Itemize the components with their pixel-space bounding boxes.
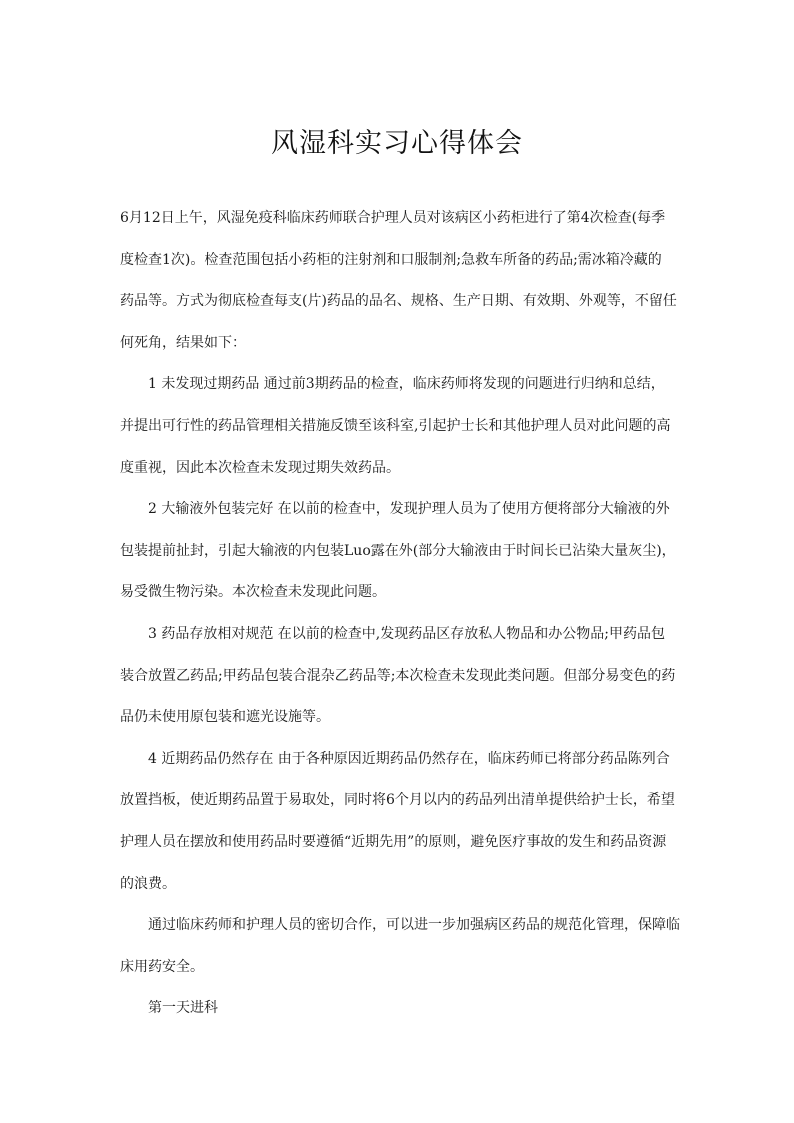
paragraph-section-heading bbox=[120, 988, 680, 1030]
text-line: 床用药安全。 bbox=[120, 958, 204, 975]
paragraph-item-3 bbox=[120, 614, 680, 739]
paragraph-conclusion bbox=[120, 905, 680, 988]
text-line: 度重视，因此本次检查未发现过期失效药品。 bbox=[120, 459, 400, 476]
text-line: 药品等。方式为彻底检查每支(片)药品的品名、规格、生产日期、有效期、外观等，不留任 bbox=[120, 293, 677, 310]
text-line: 易受微生物污染。本次检查未发现此问题。 bbox=[120, 584, 386, 601]
text-line: 护理人员在摆放和使用药品时要遵循“近期先用”的原则，避免医疗事故的发生和药品资源 bbox=[120, 833, 667, 850]
paragraph-item-2 bbox=[120, 489, 680, 614]
text-line: 装合放置乙药品;甲药品包装合混杂乙药品等;本次检查未发现此类问题。但部分易变色的药 bbox=[120, 667, 676, 684]
text-line: 1 未发现过期药品 通过前3期药品的检查，临床药师将发现的问题进行归纳和总结， bbox=[148, 376, 665, 393]
text-line: 并提出可行性的药品管理相关措施反馈至该科室,引起护士长和其他护理人员对此问题的高 bbox=[120, 417, 671, 434]
text-line: 通过临床药师和护理人员的密切合作，可以进一步加强病区药品的规范化管理，保障临 bbox=[148, 917, 680, 934]
paragraph-intro bbox=[120, 198, 680, 364]
document-body bbox=[120, 198, 680, 1030]
text-line: 放置挡板，使近期药品置于易取处，同时将6个月以内的药品列出清单提供给护士长，希望 bbox=[120, 792, 675, 809]
text-line: 6月12日上午，风湿免疫科临床药师联合护理人员对该病区小药柜进行了第4次检查(每季 bbox=[120, 210, 666, 226]
document-title: 风湿科实习心得体会 bbox=[271, 128, 523, 159]
text-line: 第一天进科 bbox=[148, 1000, 218, 1017]
text-line: 何死角，结果如下： bbox=[120, 334, 246, 351]
text-line: 2 大输液外包装完好 在以前的检查中，发现护理人员为了使用方便将部分大输液的外 bbox=[148, 501, 670, 518]
text-line: 度检查1次)。检查范围包括小药柜的注射剂和口服制剂;急救车所备的药品;需冰箱冷藏的 bbox=[120, 251, 662, 268]
paragraph-item-1 bbox=[120, 364, 680, 489]
text-line: 4 近期药品仍然存在 由于各种原因近期药品仍然存在，临床药师已将部分药品陈列合 bbox=[148, 750, 670, 767]
paragraph-item-4 bbox=[120, 739, 680, 905]
text-line: 品仍未使用原包装和遮光设施等。 bbox=[120, 709, 330, 726]
text-line: 的浪费。 bbox=[120, 875, 176, 892]
text-line: 包装提前扯封，引起大输液的内包装Luo露在外(部分大输液由于时间长已沾染大量灰尘)， bbox=[120, 542, 676, 559]
text-line: 3 药品存放相对规范 在以前的检查中,发现药品区存放私人物品和办公物品;甲药品包 bbox=[148, 625, 665, 642]
